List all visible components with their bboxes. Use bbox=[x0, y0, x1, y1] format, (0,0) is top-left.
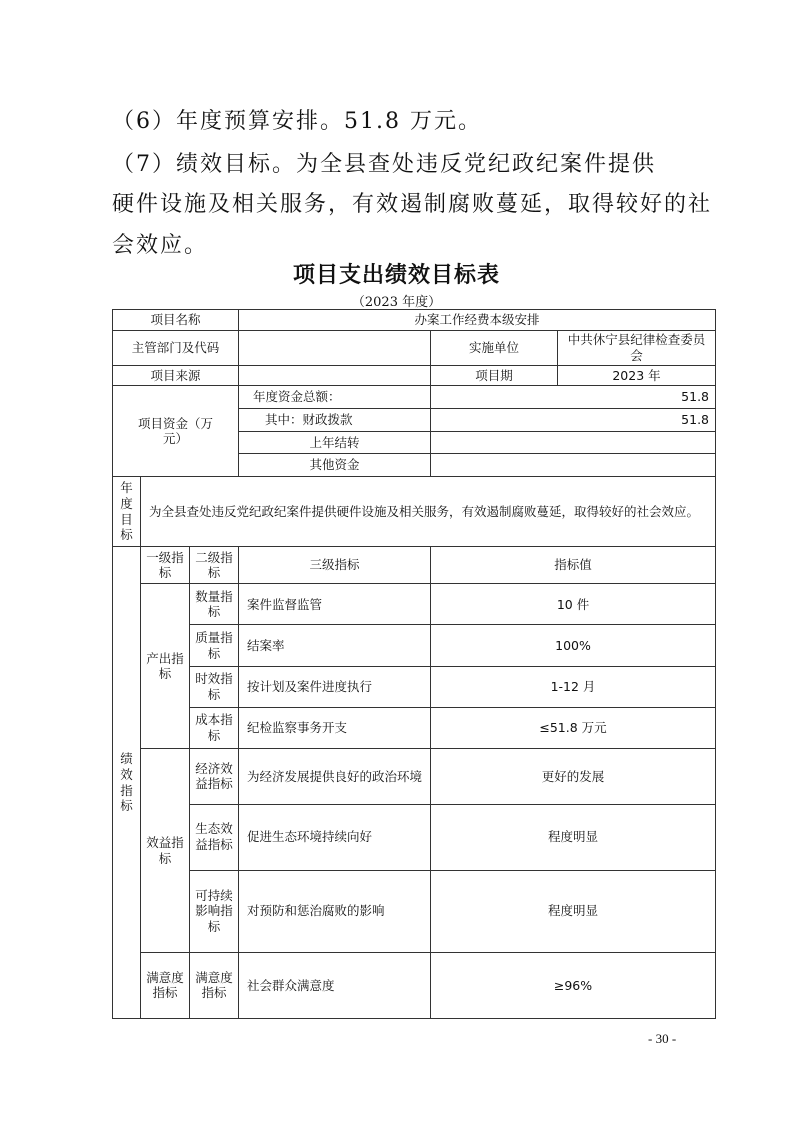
indicator-value-cell: 100% bbox=[431, 625, 716, 666]
project-name-label: 项目名称 bbox=[113, 310, 239, 331]
table-row bbox=[113, 477, 716, 547]
dept-label: 主管部门及代码 bbox=[113, 330, 239, 365]
funds-carry-value bbox=[431, 431, 716, 454]
page-number: - 30 - bbox=[648, 1031, 677, 1046]
performance-target-table bbox=[112, 309, 716, 1019]
indicator-value-cell: ≥96% bbox=[431, 952, 716, 1018]
level-3-cell: 纪检监察事务开支 bbox=[239, 707, 431, 748]
level-3-cell: 为经济发展提供良好的政治环境 bbox=[239, 749, 431, 805]
indicator-value-cell: 10 件 bbox=[431, 584, 716, 625]
indicator-value-cell: 更好的发展 bbox=[431, 749, 716, 805]
table-title: 项目支出绩效目标表 bbox=[292, 262, 500, 288]
header-level-2: 二级指标 bbox=[190, 547, 239, 584]
funds-fiscal-value: 51.8 bbox=[431, 409, 716, 432]
source-value bbox=[239, 365, 431, 386]
level-2-cell: 质量指标 bbox=[190, 625, 239, 666]
table-row bbox=[113, 625, 716, 666]
period-label: 项目期 bbox=[431, 365, 558, 386]
period-value: 2023 年 bbox=[558, 365, 716, 386]
source-label: 项目来源 bbox=[113, 365, 239, 386]
table-row bbox=[113, 310, 716, 331]
paragraph-goal-line-1: （7）绩效目标。为全县查处违反党纪政纪案件提供 bbox=[112, 152, 656, 177]
impl-unit-value: 中共休宁县纪律检查委员会 bbox=[558, 330, 716, 365]
funds-fiscal-label: 其中：财政拨款 bbox=[239, 409, 431, 432]
benefit-indicators-label: 效益指标 bbox=[141, 749, 190, 953]
level-3-cell: 按计划及案件进度执行 bbox=[239, 666, 431, 707]
level-2-cell: 数量指标 bbox=[190, 584, 239, 625]
indicator-value-cell: ≤51.8 万元 bbox=[431, 707, 716, 748]
level-3-cell: 促进生态环境持续向好 bbox=[239, 804, 431, 870]
indicator-value-cell: 1-12 月 bbox=[431, 666, 716, 707]
paragraph-goal-line-3: 会效应。 bbox=[112, 233, 209, 258]
table-row bbox=[113, 870, 716, 952]
level-2-cell: 时效指标 bbox=[190, 666, 239, 707]
level-3-cell: 社会群众满意度 bbox=[239, 952, 431, 1018]
table-row bbox=[113, 584, 716, 625]
level-3-cell: 对预防和惩治腐败的影响 bbox=[239, 870, 431, 952]
paragraph-budget: （6）年度预算安排。51.8 万元。 bbox=[112, 109, 482, 134]
level-2-cell: 满意度指标 bbox=[190, 952, 239, 1018]
header-level-1: 一级指标 bbox=[141, 547, 190, 584]
level-3-cell: 结案率 bbox=[239, 625, 431, 666]
level-2-cell: 经济效益指标 bbox=[190, 749, 239, 805]
funds-other-value bbox=[431, 454, 716, 477]
funds-label: 项目资金（万元） bbox=[113, 386, 239, 477]
level-2-cell: 成本指标 bbox=[190, 707, 239, 748]
table-row bbox=[113, 749, 716, 805]
indicator-value-cell: 程度明显 bbox=[431, 804, 716, 870]
table-row bbox=[113, 707, 716, 748]
level-3-cell: 案件监督监管 bbox=[239, 584, 431, 625]
perf-indicators-label: 绩效指标 bbox=[113, 547, 141, 1019]
level-2-cell: 生态效益指标 bbox=[190, 804, 239, 870]
table-row bbox=[113, 666, 716, 707]
level-2-cell: 可持续影响指标 bbox=[190, 870, 239, 952]
satisfaction-indicators-label: 满意度指标 bbox=[141, 952, 190, 1018]
header-indicator-value: 指标值 bbox=[431, 547, 716, 584]
header-level-3: 三级指标 bbox=[239, 547, 431, 584]
table-row bbox=[113, 330, 716, 365]
indicator-value-cell: 程度明显 bbox=[431, 870, 716, 952]
annual-goal-value: 为全县查处违反党纪政纪案件提供硬件设施及相关服务，有效遏制腐败蔓延，取得较好的社会效应。 bbox=[141, 477, 716, 547]
table-year: （2023 年度） bbox=[351, 295, 442, 310]
output-indicators-label: 产出指标 bbox=[141, 584, 190, 749]
table-row bbox=[113, 952, 716, 1018]
table-row bbox=[113, 547, 716, 584]
funds-total-value: 51.8 bbox=[431, 386, 716, 409]
project-name-value: 办案工作经费本级安排 bbox=[239, 310, 716, 331]
funds-total-label: 年度资金总额： bbox=[239, 386, 431, 409]
impl-unit-label: 实施单位 bbox=[431, 330, 558, 365]
funds-carry-label: 上年结转 bbox=[239, 431, 431, 454]
dept-value bbox=[239, 330, 431, 365]
table-row bbox=[113, 804, 716, 870]
annual-goal-label: 年度目标 bbox=[113, 477, 141, 547]
table-row bbox=[113, 386, 716, 409]
table-row bbox=[113, 365, 716, 386]
paragraph-goal-line-2: 硬件设施及相关服务，有效遏制腐败蔓延，取得较好的社 bbox=[112, 192, 713, 217]
funds-other-label: 其他资金 bbox=[239, 454, 431, 477]
